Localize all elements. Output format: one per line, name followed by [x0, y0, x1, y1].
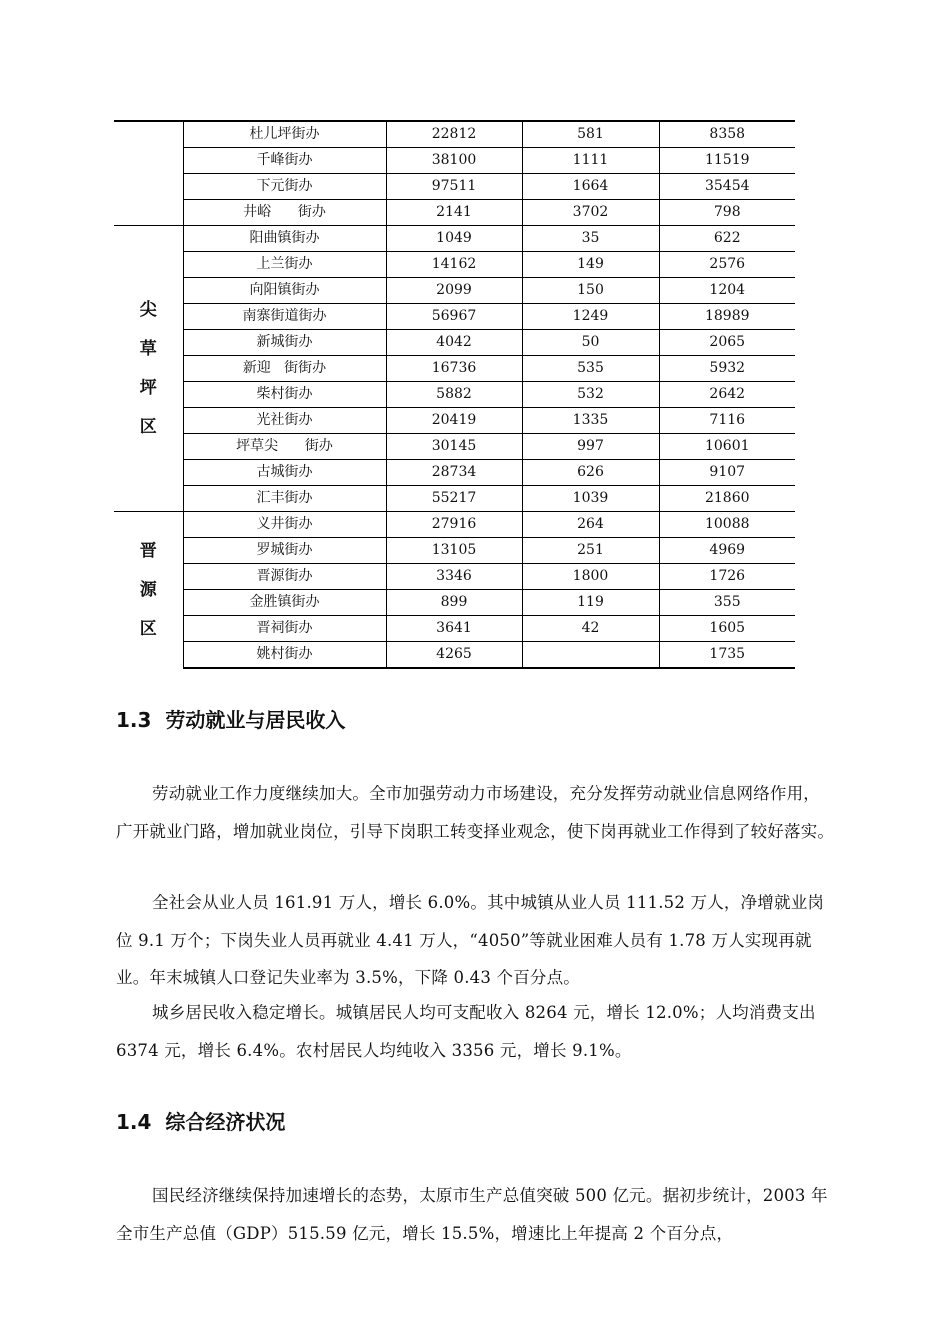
value-cell-c: 4969 — [659, 538, 795, 564]
section-heading-1-4: 1.4 综合经济状况 — [116, 1110, 286, 1134]
paragraph-economy: 国民经济继续保持加速增长的态势，太原市生产总值突破 500 亿元。据初步统计，2003 年全市生产总值（GDP）515.59 亿元，增长 15.5%，增速比上年提高 2 个百分点， — [116, 1186, 828, 1243]
value-cell-b: 42 — [522, 616, 659, 642]
value-cell-a: 14162 — [386, 252, 522, 278]
street-office-table — [114, 120, 795, 669]
value-cell-a: 55217 — [386, 486, 522, 512]
value-cell-c: 35454 — [659, 174, 795, 200]
value-cell-a: 27916 — [386, 512, 522, 538]
street-office-name: 上兰街办 — [183, 252, 386, 278]
table-row — [114, 460, 795, 486]
value-cell-a: 5882 — [386, 382, 522, 408]
value-cell-b: 35 — [522, 226, 659, 252]
value-cell-c: 9107 — [659, 460, 795, 486]
table-row — [114, 408, 795, 434]
value-cell-c: 18989 — [659, 304, 795, 330]
table-row — [114, 200, 795, 226]
table-row — [114, 148, 795, 174]
value-cell-c: 2642 — [659, 382, 795, 408]
street-office-name: 罗城街办 — [183, 538, 386, 564]
table-body — [114, 121, 795, 668]
street-office-name: 义井街办 — [183, 512, 386, 538]
value-cell-a: 97511 — [386, 174, 522, 200]
value-cell-b: 150 — [522, 278, 659, 304]
value-cell-a: 22812 — [386, 121, 522, 148]
table-row — [114, 512, 795, 538]
table-row — [114, 642, 795, 669]
value-cell-b: 1249 — [522, 304, 659, 330]
value-cell-c: 1204 — [659, 278, 795, 304]
value-cell-b: 119 — [522, 590, 659, 616]
value-cell-a: 4265 — [386, 642, 522, 669]
value-cell-a: 30145 — [386, 434, 522, 460]
value-cell-a: 28734 — [386, 460, 522, 486]
value-cell-b: 535 — [522, 356, 659, 382]
value-cell-a: 20419 — [386, 408, 522, 434]
street-office-name: 晋祠街办 — [183, 616, 386, 642]
value-cell-c: 2576 — [659, 252, 795, 278]
street-office-name: 姚村街办 — [183, 642, 386, 669]
value-cell-a: 3641 — [386, 616, 522, 642]
value-cell-a: 2099 — [386, 278, 522, 304]
value-cell-a: 13105 — [386, 538, 522, 564]
table-row — [114, 174, 795, 200]
street-office-name: 坪草尖 街办 — [183, 434, 386, 460]
value-cell-b: 997 — [522, 434, 659, 460]
street-office-name: 杜儿坪街办 — [183, 121, 386, 148]
value-cell-b: 251 — [522, 538, 659, 564]
table-row — [114, 252, 795, 278]
table-row — [114, 616, 795, 642]
street-office-name: 新城街办 — [183, 330, 386, 356]
street-office-name: 古城街办 — [183, 460, 386, 486]
district-cell: 晋 源 区 — [114, 512, 183, 669]
table-row — [114, 382, 795, 408]
value-cell-a: 3346 — [386, 564, 522, 590]
value-cell-a: 1049 — [386, 226, 522, 252]
value-cell-b: 1335 — [522, 408, 659, 434]
value-cell-c: 8358 — [659, 121, 795, 148]
value-cell-b: 581 — [522, 121, 659, 148]
district-cell — [114, 121, 183, 226]
value-cell-c: 10088 — [659, 512, 795, 538]
value-cell-c: 622 — [659, 226, 795, 252]
value-cell-c: 1605 — [659, 616, 795, 642]
value-cell-c: 21860 — [659, 486, 795, 512]
value-cell-a: 16736 — [386, 356, 522, 382]
street-office-name: 汇丰街办 — [183, 486, 386, 512]
value-cell-b: 1664 — [522, 174, 659, 200]
value-cell-b: 264 — [522, 512, 659, 538]
value-cell-b: 626 — [522, 460, 659, 486]
value-cell-a: 56967 — [386, 304, 522, 330]
value-cell-a: 2141 — [386, 200, 522, 226]
district-cell: 尖 草 坪 区 — [114, 226, 183, 512]
value-cell-b: 1039 — [522, 486, 659, 512]
value-cell-b: 3702 — [522, 200, 659, 226]
value-cell-a: 38100 — [386, 148, 522, 174]
table-row — [114, 356, 795, 382]
value-cell-c: 10601 — [659, 434, 795, 460]
value-cell-c: 1726 — [659, 564, 795, 590]
table-row — [114, 278, 795, 304]
street-office-name: 下元街办 — [183, 174, 386, 200]
paragraph-income: 城乡居民收入稳定增长。城镇居民人均可支配收入 8264 元，增长 12.0%；人均消费支出 6374 元，增长 6.4%。农村居民人均纯收入 3356 元，增长 9.1%。 — [116, 1003, 816, 1060]
value-cell-a: 899 — [386, 590, 522, 616]
value-cell-b: 50 — [522, 330, 659, 356]
table-row — [114, 590, 795, 616]
street-office-name: 千峰街办 — [183, 148, 386, 174]
value-cell-c: 355 — [659, 590, 795, 616]
section-heading-1-3: 1.3 劳动就业与居民收入 — [116, 708, 346, 732]
street-office-name: 阳曲镇街办 — [183, 226, 386, 252]
table-row — [114, 434, 795, 460]
value-cell-b: 1111 — [522, 148, 659, 174]
value-cell-a: 4042 — [386, 330, 522, 356]
value-cell-c: 5932 — [659, 356, 795, 382]
table-row — [114, 121, 795, 148]
value-cell-c: 7116 — [659, 408, 795, 434]
table-row — [114, 486, 795, 512]
street-office-name: 南寨街道街办 — [183, 304, 386, 330]
paragraph-workforce: 全社会从业人员 161.91 万人，增长 6.0%。其中城镇从业人员 111.52 万人，净增就业岗位 9.1 万个；下岗失业人员再就业 4.41 万人，“4050”等就业困难人员有 1.78 万人实现再就业。年末城镇人口登记失业率为 3.5%，下降 0.43 个百分点。 — [116, 893, 825, 987]
street-office-name: 向阳镇街办 — [183, 278, 386, 304]
street-office-name: 光社街办 — [183, 408, 386, 434]
paragraph-employment: 劳动就业工作力度继续加大。全市加强劳动力市场建设，充分发挥劳动就业信息网络作用，广开就业门路，增加就业岗位，引导下岗职工转变择业观念，使下岗再就业工作得到了较好落实。 — [116, 784, 835, 841]
value-cell-b: 149 — [522, 252, 659, 278]
table-row — [114, 330, 795, 356]
table-row — [114, 538, 795, 564]
value-cell-b: 532 — [522, 382, 659, 408]
street-office-name: 晋源街办 — [183, 564, 386, 590]
value-cell-c: 11519 — [659, 148, 795, 174]
street-office-name: 柴村街办 — [183, 382, 386, 408]
value-cell-b: 1800 — [522, 564, 659, 590]
value-cell-c: 1735 — [659, 642, 795, 669]
value-cell-c: 2065 — [659, 330, 795, 356]
street-office-name: 井峪 街办 — [183, 200, 386, 226]
street-office-name: 金胜镇街办 — [183, 590, 386, 616]
table-row — [114, 564, 795, 590]
street-office-name: 新迎 街街办 — [183, 356, 386, 382]
value-cell-b — [522, 642, 659, 669]
value-cell-c: 798 — [659, 200, 795, 226]
table-row — [114, 226, 795, 252]
table-row — [114, 304, 795, 330]
